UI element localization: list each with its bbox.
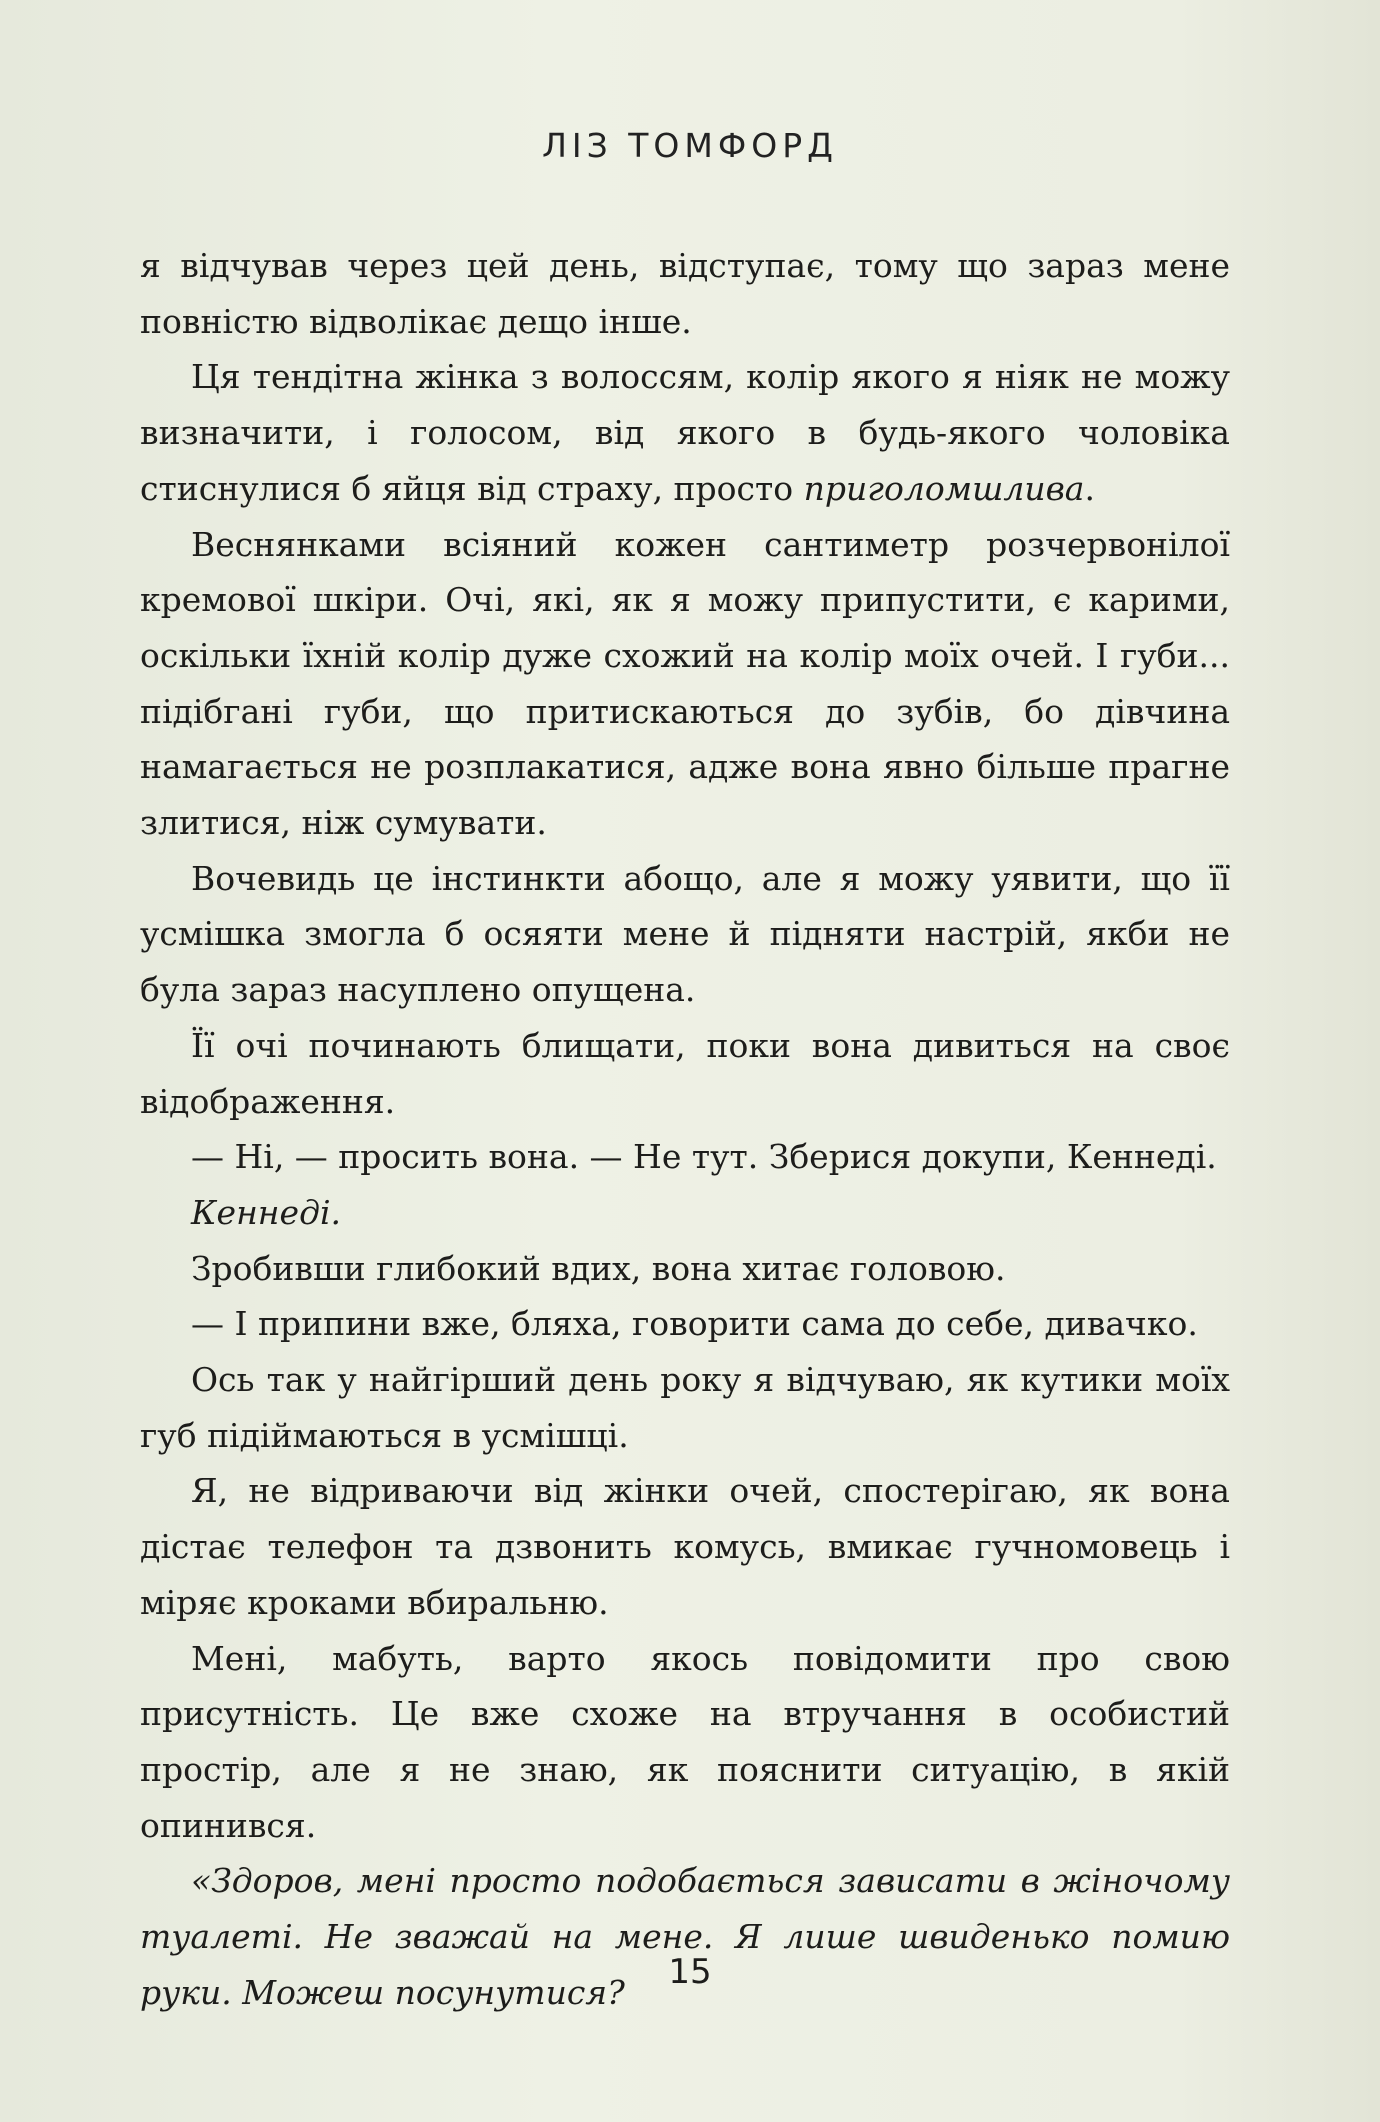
paragraph-2-text: Ця тендітна жінка з волоссям, колір якого я ніяк не можу визначити, і голосом, від якого в будь-якого чоловіка стиснулися б яйця від страху, просто (140, 357, 1230, 508)
paragraph-12: Мені, мабуть, варто якось повідомити про свою присутність. Це вже схоже на втручання в особистий простір, але я не знаю, як пояснити ситуацію, в якій опинився. (140, 1638, 1230, 1845)
paragraph-7: Кеннеді. (191, 1192, 342, 1232)
paragraph-4: Вочевидь це інстинкти абощо, але я можу уявити, що її усмішка змогла б осяяти мене й підняти настрій, якби не була зараз насуплено опущена. (140, 858, 1230, 1010)
paragraph-2-italic: приголомшлива (803, 468, 1085, 508)
paragraph-10: Ось так у найгірший день року я відчуваю, як кутики моїх губ підіймаються в усмішці. (140, 1360, 1230, 1455)
paragraph-8: Зробивши глибокий вдих, вона хитає головою. (191, 1248, 1006, 1288)
paragraph-9: — І припини вже, бляха, говорити сама до себе, дивачко. (191, 1304, 1198, 1344)
paragraph-1: я відчував через цей день, відступає, тому що зараз мене повністю відволікає дещо інше. (140, 246, 1230, 341)
paragraph-2-tail: . (1084, 468, 1095, 508)
body-text (140, 238, 1230, 2021)
paragraph-13: «Здоров, мені просто подобається зависати в жіночому туалеті. Не зважай на мене. Я лише швиденько помию руки. Можеш посунутися? (140, 1861, 1230, 2012)
page-number: 15 (668, 1952, 712, 1992)
paragraph-3: Веснянками всіяний кожен сантиметр розчервонілої кремової шкіри. Очі, які, як я можу припустити, є карими, оскільки їхній колір дуже схожий на колір моїх очей. І губи... підібгані губи, що притискаються до зубів, бо дівчина намагається не розплакатися, адже вона явно більше прагне злитися, ніж сумувати. (140, 524, 1230, 843)
paragraph-6: — Ні, — просить вона. — Не тут. Зберися докупи, Кеннеді. (191, 1137, 1217, 1177)
paragraph-2 (140, 349, 1230, 516)
paragraph-11: Я, не відриваючи від жінки очей, спостерігаю, як вона дістає телефон та дзвонить комусь, вмикає гучномовець і міряє кроками вбиральню. (140, 1471, 1230, 1622)
paragraph-5: Її очі починають блищати, поки вона дивиться на своє відображення. (140, 1025, 1230, 1121)
running-head: ЛІЗ ТОМФОРД (542, 126, 838, 165)
